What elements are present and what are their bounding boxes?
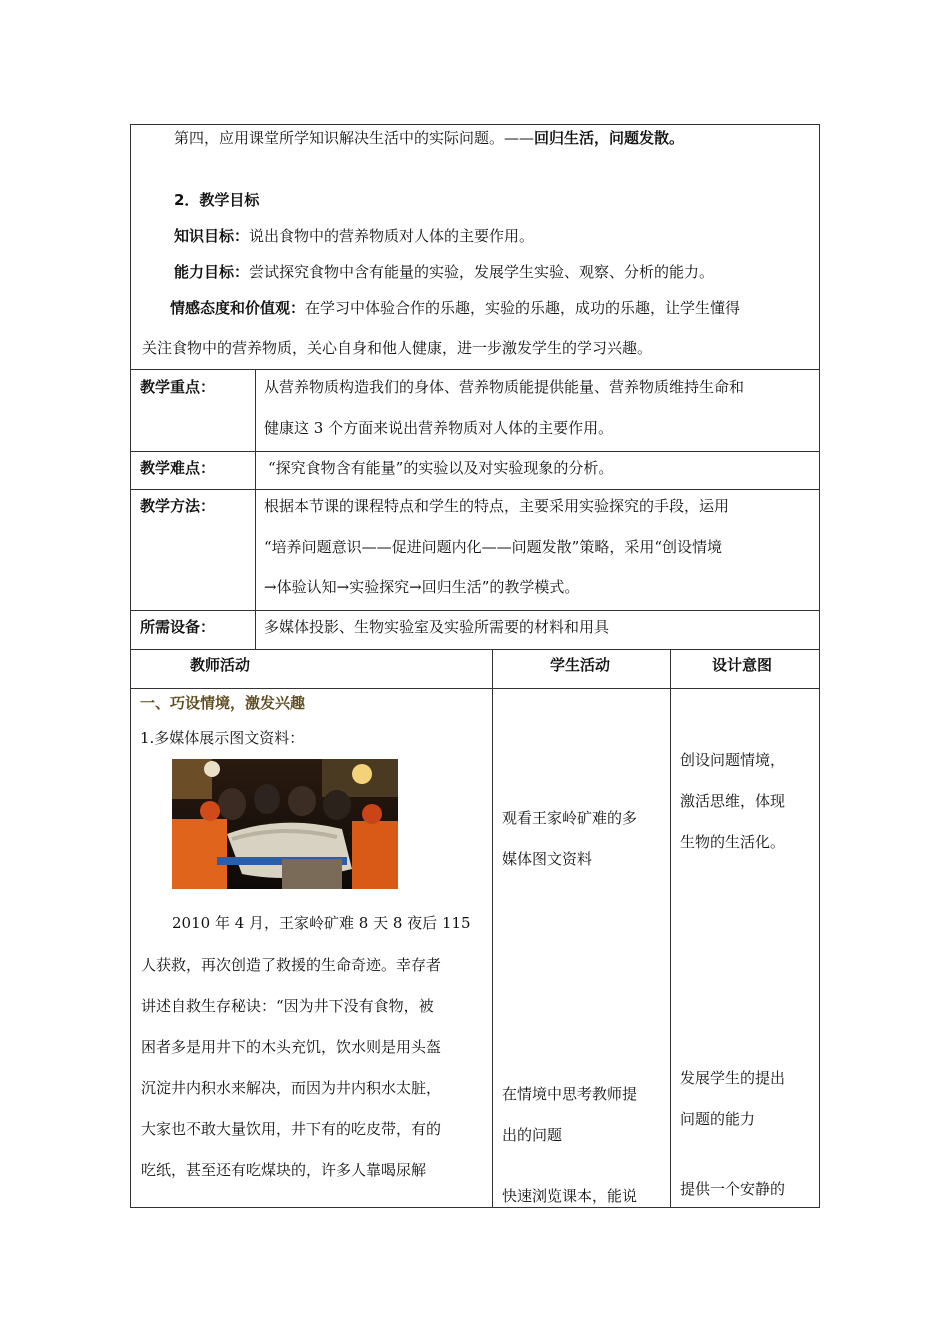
column-divider <box>492 649 493 1208</box>
row-divider <box>130 489 820 490</box>
step-four-line <box>174 128 684 148</box>
step-four-text: 第四，应用课堂所学知识解决生活中的实际问题。—— <box>174 129 535 147</box>
header-teacher-activity: 教师活动 <box>190 656 251 674</box>
attitude-goal-continued: 关注食物中的营养物质，关心自身和他人健康，进一步激发学生的学习兴趣。 <box>142 339 653 357</box>
row-divider <box>130 451 820 452</box>
design-intent-line: 生物的生活化。 <box>680 833 786 851</box>
key-points-text: 健康这 3 个方面来说出营养物质对人体的主要作用。 <box>264 419 614 437</box>
mine-rescue-photo <box>172 759 398 889</box>
knowledge-goal <box>174 226 534 246</box>
rescue-paragraph-line: 吃纸，甚至还有吃煤块的，许多人靠喝尿解 <box>141 1161 427 1179</box>
method-text: →体验认知→实验探究→回归生活”的教学模式。 <box>264 578 580 596</box>
method-text: 根据本节课的课程特点和学生的特点，主要采用实验探究的手段，运用 <box>264 497 730 515</box>
key-points-label: 教学重点： <box>140 378 216 396</box>
rescue-paragraph-line: 人获救，再次创造了救援的生命奇迹。幸存者 <box>141 956 442 974</box>
design-intent-line: 创设问题情境， <box>680 751 786 769</box>
attitude-goal <box>170 298 740 318</box>
knowledge-goal-label: 知识目标： <box>174 227 250 245</box>
row-divider <box>130 610 820 611</box>
student-activity-line: 快速浏览课本，能说 <box>502 1187 638 1205</box>
design-intent-line: 问题的能力 <box>680 1110 756 1128</box>
student-activity-line: 媒体图文资料 <box>502 850 593 868</box>
label-column-divider <box>255 369 256 649</box>
equipment-label: 所需设备： <box>140 618 216 636</box>
step-four-emphasis: 回归生活，问题发散。 <box>534 129 685 147</box>
section-title: 一、巧设情境，激发兴趣 <box>140 694 306 712</box>
row-divider <box>130 688 820 689</box>
design-intent-line: 激活思维，体现 <box>680 792 786 810</box>
multimedia-item: 1.多媒体展示图文资料： <box>140 729 305 747</box>
header-student-activity: 学生活动 <box>550 656 611 674</box>
ability-goal-label: 能力目标： <box>174 263 250 281</box>
rescue-paragraph-line: 困者多是用井下的木头充饥，饮水则是用头盔 <box>141 1038 442 1056</box>
difficult-points-label: 教学难点： <box>140 459 216 477</box>
rescue-paragraph-line: 讲述自救生存秘诀：“因为井下没有食物，被 <box>141 997 434 1015</box>
ability-goal <box>174 262 714 282</box>
row-divider <box>130 649 820 650</box>
goals-heading: 2．教学目标 <box>174 191 260 209</box>
equipment-text: 多媒体投影、生物实验室及实验所需要的材料和用具 <box>264 618 610 636</box>
design-intent-line: 提供一个安静的 <box>680 1180 786 1198</box>
method-text: “培养问题意识——促进问题内化——问题发散”策略，采用“创设情境 <box>264 538 723 556</box>
ability-goal-text: 尝试探究食物中含有能量的实验，发展学生实验、观察、分析的能力。 <box>249 263 715 281</box>
student-activity-line: 出的问题 <box>502 1126 563 1144</box>
knowledge-goal-text: 说出食物中的营养物质对人体的主要作用。 <box>249 227 535 245</box>
rescue-paragraph-line: 沉淀井内积水来解决，而因为井内积水太脏， <box>141 1079 442 1097</box>
difficult-points-text: “探究食物含有能量”的实验以及对实验现象的分析。 <box>268 459 614 477</box>
attitude-goal-text: 在学习中体验合作的乐趣，实验的乐趣，成功的乐趣，让学生懂得 <box>305 299 741 317</box>
student-activity-line: 在情境中思考教师提 <box>502 1085 638 1103</box>
rescue-paragraph-line: 2010 年 4 月，王家岭矿难 8 天 8 夜后 115 <box>172 914 471 932</box>
design-intent-line: 发展学生的提出 <box>680 1069 786 1087</box>
student-activity-line: 观看王家岭矿难的多 <box>502 809 638 827</box>
header-design-intent: 设计意图 <box>712 656 773 674</box>
row-divider <box>130 369 820 370</box>
attitude-goal-label: 情感态度和价值观： <box>170 299 306 317</box>
method-label: 教学方法： <box>140 497 216 515</box>
column-divider <box>670 649 671 1208</box>
rescue-paragraph-line: 大家也不敢大量饮用，井下有的吃皮带，有的 <box>141 1120 442 1138</box>
key-points-text: 从营养物质构造我们的身体、营养物质能提供能量、营养物质维持生命和 <box>264 378 745 396</box>
